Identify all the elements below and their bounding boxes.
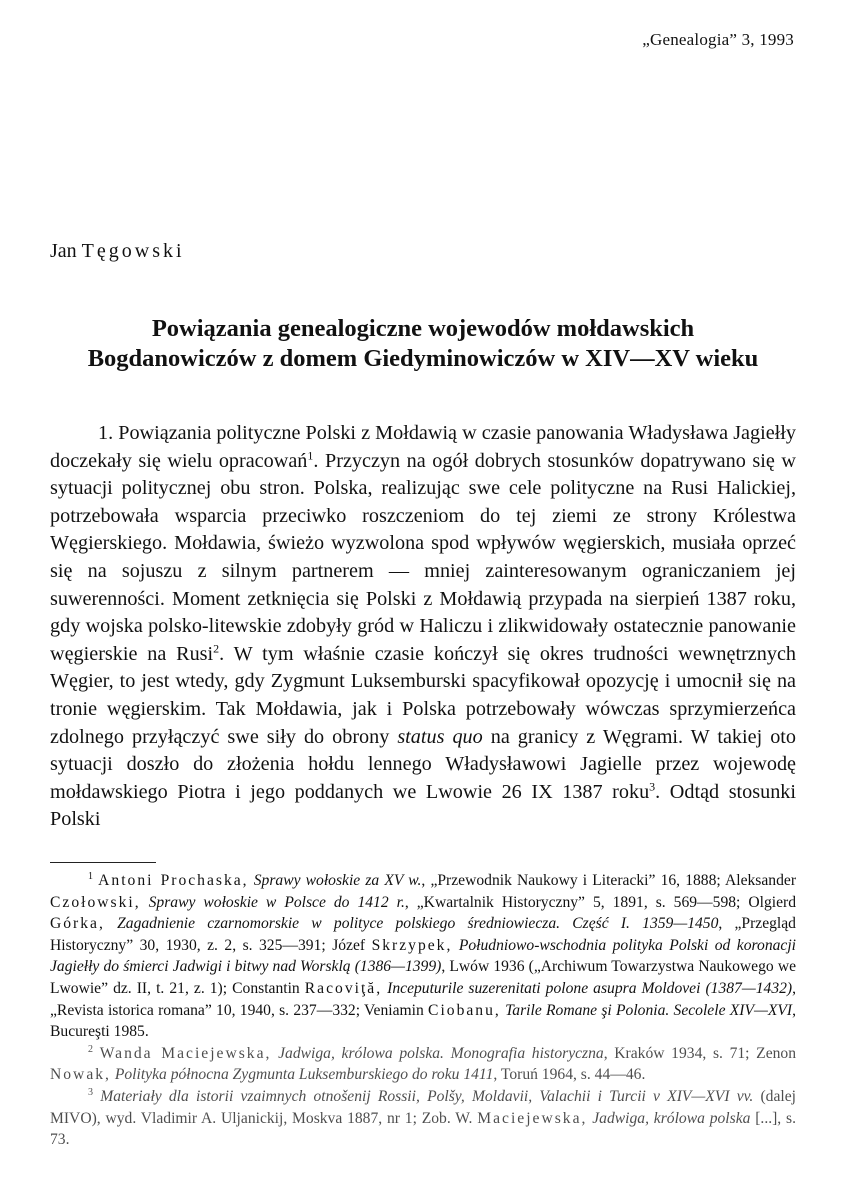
cited-title: Zagadnienie czarnomorskie w polityce polskiego średniowiecza. Część I. 1359—1450 bbox=[117, 915, 719, 933]
body-italic-term: status quo bbox=[397, 725, 483, 748]
body-text-part: . W tym właśnie czasie kończył się okres trudności wewnętrznych Węgier, to jest wtedy, gdy Zygmunt Luksemburski spacyfikował opozycję i umocnił się na tronie węgierskim. Tak Mołdawia, jak i Polska potrzebowały wówczas sprzymierzeńca zdolnego przyłączyć swe siły do obrony bbox=[50, 642, 797, 748]
footnote-mark: 3 bbox=[88, 1086, 93, 1098]
citation-detail: [...], s. 73. bbox=[50, 1109, 796, 1149]
cited-title: Sprawy wołoskie w Polsce do 1412 r. bbox=[148, 893, 405, 911]
cited-title: Sprawy wołoskie za XV w. bbox=[253, 872, 422, 889]
author-first-name: Jan bbox=[50, 240, 77, 262]
footnote-divider bbox=[50, 862, 156, 863]
journal-reference: „Genealogia” 3, 1993 bbox=[642, 30, 794, 49]
body-paragraph bbox=[50, 420, 796, 834]
cited-title: Południowo-wschodnia polityka Polski od koronacji Jagiełły do śmierci Jadwigi i bitwy nad Worsklą (1386—1399) bbox=[50, 936, 796, 976]
citation-detail: , „Revista istorica romana” 10, 1940, s. 237—332; Veniamin bbox=[50, 979, 797, 1019]
cited-author: Ciobanu, bbox=[428, 1001, 501, 1019]
author-name bbox=[50, 240, 185, 263]
article-title bbox=[50, 314, 796, 374]
cited-author: Antoni Prochaska, bbox=[98, 872, 249, 889]
citation-detail: , „Przegląd Historyczny” 30, 1930, z. 2, s. 325—391; Józef bbox=[50, 915, 796, 954]
footnote-1 bbox=[50, 870, 796, 1043]
citation-detail: , Bucureşti 1985. bbox=[50, 1001, 796, 1041]
cited-author: Wanda Maciejewska, bbox=[99, 1044, 272, 1062]
author-last-name: Tęgowski bbox=[81, 240, 185, 262]
article-title-line-1: Powiązania genealogiczne wojewodów mołdawskich bbox=[151, 315, 695, 342]
cited-title: Jadwiga, królowa polska. Monografia historyczna bbox=[278, 1044, 604, 1062]
footnote-ref-3: 3 bbox=[649, 778, 656, 793]
cited-title: Jadwiga, królowa polska bbox=[592, 1109, 751, 1127]
cited-author: Górka, bbox=[50, 915, 105, 933]
cited-author: Czołowski, bbox=[50, 893, 141, 911]
citation-detail: , „Przewodnik Naukowy i Literacki” 16, 1888; Aleksander bbox=[421, 872, 797, 889]
citation-detail: (dalej MIVO), wyd. Vladimir A. Uljanickij, Moskva 1887, nr 1; Zob. W. bbox=[50, 1087, 796, 1127]
footnote-mark: 1 bbox=[88, 870, 93, 882]
footnotes bbox=[50, 870, 796, 1151]
cited-author: Nowak, bbox=[50, 1066, 111, 1084]
footnote-ref-1: 1 bbox=[307, 447, 314, 462]
citation-detail: , Kraków 1934, s. 71; Zenon bbox=[603, 1044, 797, 1062]
cited-author: Racoviţă, bbox=[304, 979, 383, 997]
footnote-ref-2: 2 bbox=[213, 641, 220, 656]
cited-author: Maciejewska, bbox=[477, 1109, 588, 1127]
body-text-part: . Odtąd stosunki Polski bbox=[50, 780, 796, 831]
body-text-part: . Przyczyn na ogół dobrych stosunków dopatrywano się w sytuacji politycznej obu stron. Polska, realizując swe cele polityczne na Rusi Halickiej, potrzebowała wsparcia przeciwko roszczeniom do tej ziemi ze strony Królestwa Węgierskiego. Mołdawia, świeżo wyzwolona spod wpływów węgierskich, musiała oprzeć się na sojuszu z silnym partnerem — mniej zainteresowanym ograniczaniem jej suwerenności. Moment zetknięcia się Polski z Mołdawią przypada na sierpień 1387 roku, gdy wojska polsko-litewskie zdobyły gród w Haliczu i zlikwidowały ostatecznie panowanie węgierskie na Rusi bbox=[50, 449, 796, 665]
citation-detail: , „Kwartalnik Historyczny” 5, 1891, s. 569—598; Olgierd bbox=[404, 893, 796, 911]
cited-title: Tarile Romane şi Polonia. Secolele XIV—XVI bbox=[505, 1001, 793, 1019]
cited-title: Inceputurile suzerenitati polone asupra Moldovei (1387—1432) bbox=[387, 979, 793, 997]
cited-author: Skrzypek, bbox=[371, 936, 453, 954]
citation-detail: , Lwów 1936 („Archiwum Towarzystwa Naukowego we Lwowie” dz. II, t. 21, z. 1); Constantin bbox=[50, 958, 796, 997]
cited-title: Polityka północna Zygmunta Luksemburskiego do roku 1411 bbox=[114, 1066, 494, 1084]
citation-detail: , Toruń 1964, s. 44—46. bbox=[493, 1066, 646, 1084]
body-text-part: na granicy z Węgrami. W takiej oto sytuacji doszło do złożenia hołdu lennego Władysławowi Jagielle przez wojewodę mołdawskiego Piotra i jego poddanych we Lwowie 26 IX 1387 roku bbox=[50, 725, 796, 803]
footnote-3 bbox=[50, 1086, 796, 1151]
body-text-part: 1. Powiązania polityczne Polski z Mołdawią w czasie panowania Władysława Jagiełły doczekały się wielu opracowań bbox=[50, 422, 796, 472]
footnote-2 bbox=[50, 1043, 796, 1086]
footnote-mark: 2 bbox=[88, 1043, 93, 1055]
cited-title: Materiały dla istorii vzaimnych otnošenij Rossii, Polšy, Moldavii, Valachii i Turcii v XIV—XVI vv. bbox=[100, 1087, 754, 1105]
article-title-line-2: Bogdanowiczów z domem Giedyminowiczów w XIV—XV wieku bbox=[87, 345, 759, 372]
